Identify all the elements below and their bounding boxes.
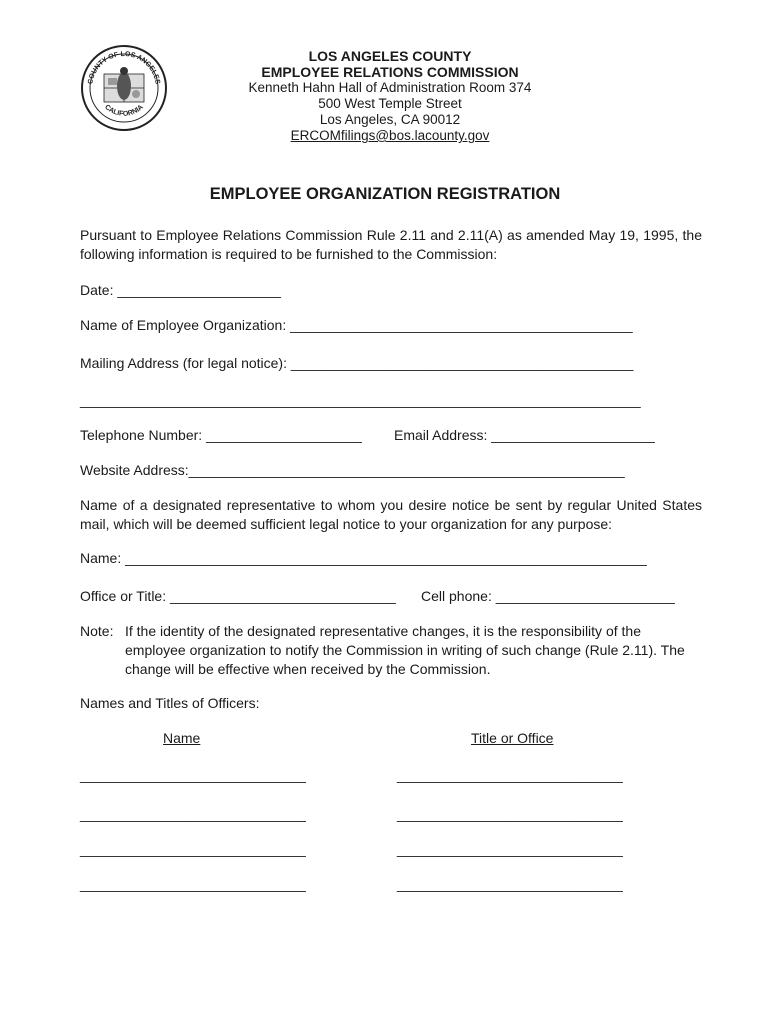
organization-name-field[interactable]: Name of Employee Organization: ____________________________________________ xyxy=(80,317,633,333)
office-title-field[interactable]: Office or Title: _____________________________ xyxy=(80,588,396,604)
officer-title-line[interactable]: _____________________________ xyxy=(397,841,623,857)
form-title: EMPLOYEE ORGANIZATION REGISTRATION xyxy=(209,185,561,203)
note-label: Note: xyxy=(80,623,114,639)
note-text: If the identity of the designated representative changes, it is the responsibility of the employee organization to notify the Commission in writing of such change (Rule 2.11). The change will be effective when received by the Commission. xyxy=(125,623,685,677)
intro-paragraph: Pursuant to Employee Relations Commission Rule 2.11 and 2.11(A) as amended May 19, 1995, the following information is required to be furnished to the Commission: xyxy=(80,227,702,262)
mailing-address-continued-field[interactable]: ________________________________________________________________________ xyxy=(80,392,641,408)
officer-name-line[interactable]: _____________________________ xyxy=(80,806,306,822)
officers-heading: Names and Titles of Officers: xyxy=(80,695,260,711)
officer-name-line[interactable]: _____________________________ xyxy=(80,767,306,783)
website-field[interactable]: Website Address:________________________________________________________ xyxy=(80,462,625,478)
column-header-name: Name xyxy=(163,730,201,746)
representative-name-field[interactable]: Name: ___________________________________________________________________ xyxy=(80,550,647,566)
address-line-2: 500 West Temple Street xyxy=(318,96,462,111)
date-field[interactable]: Date: _____________________ xyxy=(80,282,281,298)
telephone-field[interactable]: Telephone Number: ____________________ xyxy=(80,427,362,443)
email-link[interactable]: ERCOMfilings@bos.lacounty.gov xyxy=(290,128,490,143)
county-seal-logo xyxy=(80,44,168,132)
officer-name-line[interactable]: _____________________________ xyxy=(80,841,306,857)
county-name: LOS ANGELES COUNTY xyxy=(308,48,472,64)
officer-name-line[interactable]: _____________________________ xyxy=(80,876,306,892)
address-line-3: Los Angeles, CA 90012 xyxy=(319,112,461,127)
svg-text:CALIFORNIA: CALIFORNIA xyxy=(103,103,145,118)
svg-text:COUNTY OF LOS ANGELES: COUNTY OF LOS ANGELES xyxy=(87,50,161,85)
officer-title-line[interactable]: _____________________________ xyxy=(397,767,623,783)
letterhead xyxy=(200,48,580,144)
cell-phone-field[interactable]: Cell phone: _______________________ xyxy=(421,588,675,604)
column-header-title: Title or Office xyxy=(471,730,554,746)
commission-name: EMPLOYEE RELATIONS COMMISSION xyxy=(261,64,519,80)
mailing-address-field[interactable]: Mailing Address (for legal notice): ____________________________________________ xyxy=(80,355,634,371)
email-address-field[interactable]: Email Address: _____________________ xyxy=(394,427,655,443)
officer-title-line[interactable]: _____________________________ xyxy=(397,876,623,892)
officer-title-line[interactable]: _____________________________ xyxy=(397,806,623,822)
address-line-1: Kenneth Hahn Hall of Administration Room 374 xyxy=(248,80,532,95)
representative-paragraph: Name of a designated representative to whom you desire notice be sent by regular United States mail, which will be deemed sufficient legal notice to your organization for any purpose: xyxy=(80,497,702,532)
